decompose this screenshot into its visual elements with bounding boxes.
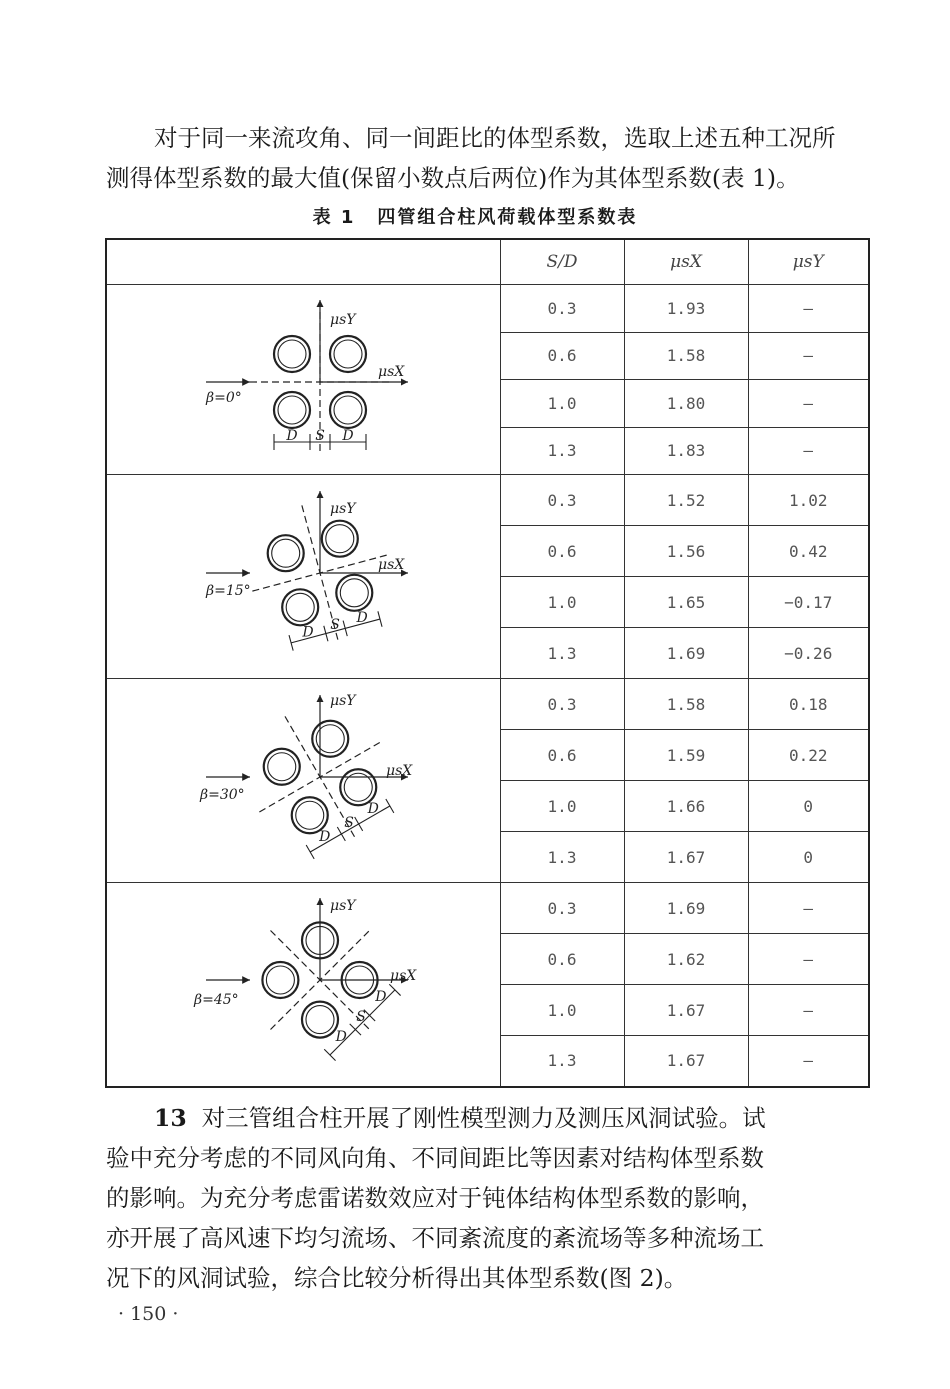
tube-inner (334, 340, 362, 368)
cell-sd: 0.3 (500, 285, 624, 333)
cell-mu-sy: 0 (748, 832, 869, 883)
header-diagram (106, 239, 500, 285)
tube-inner (326, 524, 354, 552)
cell-mu-sy: 0 (748, 781, 869, 832)
tube-outer (268, 535, 304, 571)
cell-mu-sx: 1.59 (624, 730, 748, 781)
diagram-tubes (206, 898, 408, 1061)
tube-inner (267, 966, 295, 994)
mu-sy-label: μsY (330, 500, 356, 517)
tube-inner (306, 1006, 334, 1034)
cell-mu-sy: −0.26 (748, 628, 869, 679)
table-number: 表 1 (312, 207, 356, 228)
cell-sd: 1.3 (500, 1036, 624, 1087)
beta-label: β=30° (200, 786, 245, 803)
cell-sd: 0.3 (500, 475, 624, 526)
cell-sd: 1.0 (500, 577, 624, 628)
cell-mu-sx: 1.65 (624, 577, 748, 628)
header-sd: S/D (500, 239, 624, 285)
mu-sx-label: μsX (378, 556, 405, 573)
dimension-label: S (356, 1009, 367, 1026)
dimension-label: D (302, 623, 314, 640)
cell-mu-sy: 0.22 (748, 730, 869, 781)
cell-sd: 1.0 (500, 781, 624, 832)
tube-inner (278, 396, 306, 424)
dimension-label: S (330, 616, 341, 633)
tube-outer (282, 589, 318, 625)
cell-sd: 1.0 (500, 380, 624, 428)
tube-inner (278, 340, 306, 368)
tube-outer (274, 336, 310, 372)
page-number: · 150 · (118, 1303, 179, 1325)
beta-label: β=0° (206, 389, 242, 406)
dimension-label: S (344, 814, 355, 831)
cell-mu-sx: 1.69 (624, 628, 748, 679)
four-tube-diagram (108, 286, 498, 474)
dimension-tick (355, 817, 363, 831)
cell-mu-sx: 1.93 (624, 285, 748, 333)
cell-mu-sy: — (748, 1036, 869, 1087)
cell-sd: 0.3 (500, 883, 624, 934)
cell-mu-sx: 1.52 (624, 475, 748, 526)
cell-mu-sy: — (748, 934, 869, 985)
cell-mu-sy: 0.42 (748, 526, 869, 577)
section-line-1 (106, 1098, 868, 1138)
cell-mu-sx: 1.67 (624, 985, 748, 1036)
intro-line-2: 测得体型系数的最大值(保留小数点后两位)作为其体型系数(表 1)。 (106, 164, 800, 192)
tube-outer (337, 574, 373, 610)
dimension-label: D (356, 609, 368, 626)
section-number: 13 (154, 1104, 187, 1132)
cell-mu-sy: −0.17 (748, 577, 869, 628)
section-line-2: 验中充分考虑的不同风向角、不同间距比等因素对结构体型系数 (106, 1144, 764, 1172)
table-row (106, 285, 869, 333)
cell-sd: 1.3 (500, 427, 624, 475)
cell-mu-sy: — (748, 427, 869, 475)
dimension-tick (386, 799, 394, 813)
dimension-label: D (367, 800, 380, 817)
diagram-beta-45 (106, 883, 500, 1087)
cell-mu-sy: — (748, 883, 869, 934)
cell-sd: 1.3 (500, 628, 624, 679)
cell-mu-sx: 1.62 (624, 934, 748, 985)
tube-outer (330, 392, 366, 428)
cell-sd: 0.3 (500, 679, 624, 730)
cell-mu-sx: 1.80 (624, 380, 748, 428)
diagram-beta-0 (106, 285, 500, 475)
tube-outer (302, 1002, 338, 1038)
header-mu-sy: μsY (748, 239, 869, 285)
tube-outer (330, 336, 366, 372)
dimension-label: D (342, 427, 354, 444)
mu-sy-label: μsY (330, 898, 356, 915)
section-paragraph (106, 1098, 868, 1298)
dimension-label: D (286, 427, 298, 444)
tube-outer (292, 797, 328, 833)
beta-label: β=15° (206, 582, 251, 599)
table-title: 四管组合柱风荷载体型系数表 (377, 207, 638, 228)
table-row (106, 883, 869, 934)
tube-inner (286, 593, 314, 621)
cell-sd: 0.6 (500, 332, 624, 380)
tube-outer (263, 962, 299, 998)
four-tube-diagram (108, 884, 498, 1084)
tube-outer (312, 720, 348, 756)
tube-outer (340, 769, 376, 805)
diagram-tubes (206, 692, 408, 859)
cell-mu-sy: — (748, 332, 869, 380)
beta-label: β=45° (194, 992, 239, 1009)
mu-sy-label: μsY (330, 692, 356, 709)
cell-mu-sx: 1.58 (624, 332, 748, 380)
cell-mu-sx: 1.83 (624, 427, 748, 475)
cell-sd: 1.0 (500, 985, 624, 1036)
dimension-label: D (375, 989, 387, 1006)
tube-outer (264, 748, 300, 784)
dimension-tick (306, 845, 314, 859)
cell-sd: 0.6 (500, 934, 624, 985)
cell-mu-sx: 1.66 (624, 781, 748, 832)
cell-mu-sy: 0.18 (748, 679, 869, 730)
mu-sx-label: μsX (386, 762, 413, 779)
table-row (106, 679, 869, 730)
cell-mu-sx: 1.67 (624, 832, 748, 883)
dimension-label: D (335, 1029, 348, 1046)
cell-sd: 1.3 (500, 832, 624, 883)
cell-mu-sx: 1.56 (624, 526, 748, 577)
tube-inner (341, 578, 369, 606)
cell-mu-sy: — (748, 380, 869, 428)
table-row (106, 475, 869, 526)
tube-inner (296, 801, 324, 829)
dimension-label: D (319, 828, 331, 845)
cell-sd: 0.6 (500, 730, 624, 781)
tube-outer (322, 520, 358, 556)
coefficient-table (105, 238, 870, 1088)
table-caption (0, 203, 950, 229)
tube-inner (334, 396, 362, 424)
intro-line-1: 对于同一来流攻角、同一间距比的体型系数，选取上述五种工况所 (154, 124, 836, 152)
four-tube-diagram (108, 681, 498, 881)
section-line-1-text: 对三管组合柱开展了刚性模型测力及测压风洞试验。试 (201, 1104, 766, 1132)
header-mu-sx: μsX (624, 239, 748, 285)
cell-mu-sx: 1.69 (624, 883, 748, 934)
cell-sd: 0.6 (500, 526, 624, 577)
cell-mu-sy: — (748, 285, 869, 333)
cell-mu-sx: 1.58 (624, 679, 748, 730)
section-line-5: 况下的风洞试验，综合比较分析得出其体型系数(图 2)。 (106, 1264, 688, 1292)
cell-mu-sx: 1.67 (624, 1036, 748, 1087)
tube-outer (274, 392, 310, 428)
four-tube-diagram (108, 477, 498, 677)
mu-sx-label: μsX (378, 363, 405, 380)
dimension-label: S (315, 427, 326, 444)
diagram-beta-30 (106, 679, 500, 883)
tube-inner (272, 539, 300, 567)
cell-mu-sy: — (748, 985, 869, 1036)
mu-sx-label: μsX (390, 968, 417, 985)
section-line-4: 亦开展了高风速下均匀流场、不同紊流度的紊流场等多种流场工 (106, 1224, 764, 1252)
section-line-3: 的影响。为充分考虑雷诺数效应对于钝体结构体型系数的影响， (106, 1184, 764, 1212)
mu-sy-label: μsY (330, 311, 356, 328)
diagram-beta-15 (106, 475, 500, 679)
tube-inner (268, 752, 296, 780)
cell-mu-sy: 1.02 (748, 475, 869, 526)
table-header-row (106, 239, 869, 285)
intro-paragraph (106, 118, 868, 198)
